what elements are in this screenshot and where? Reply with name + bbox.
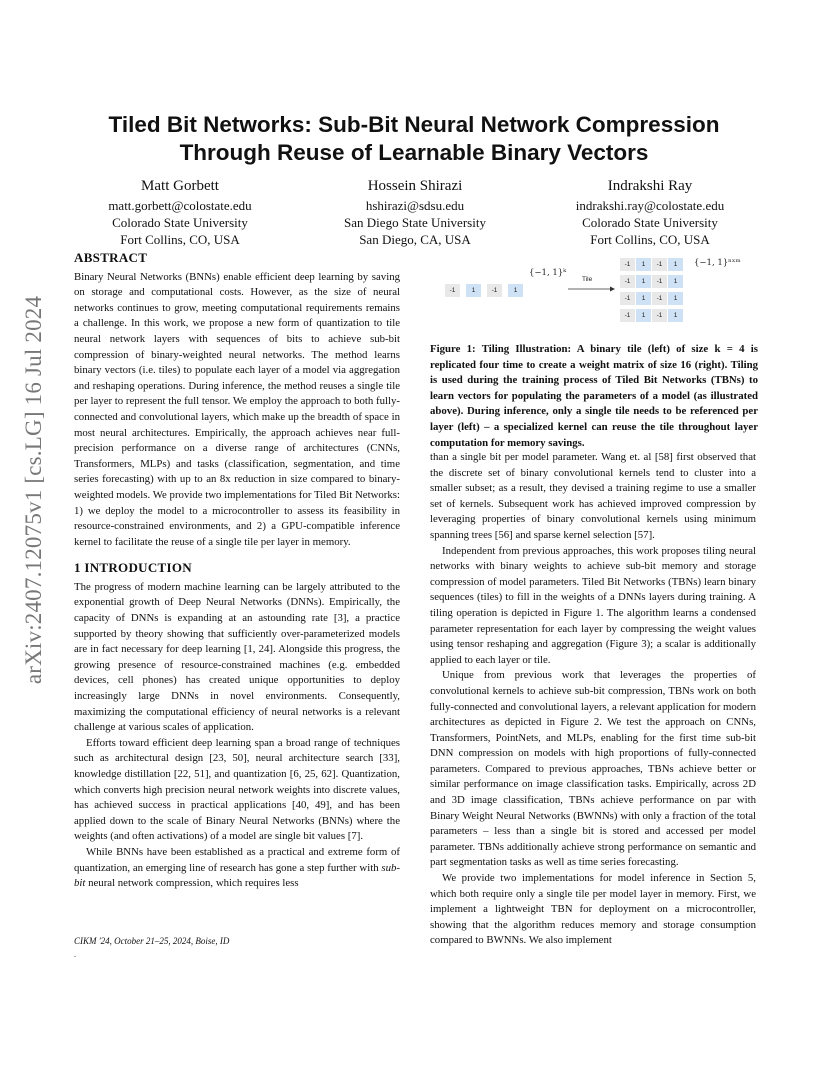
author-name: Matt Gorbett — [141, 178, 219, 194]
matrix-cell: 1 — [668, 309, 683, 322]
author-affiliation: San Diego State University — [344, 215, 486, 230]
author-email[interactable]: matt.gorbett@colostate.edu — [108, 198, 252, 213]
matrix-cell: -1 — [652, 292, 667, 305]
intro-p3-text-b: neural network compression, which requires less — [85, 877, 299, 890]
author-email[interactable]: indrakshi.ray@colostate.edu — [575, 198, 725, 213]
matrix-cell: -1 — [620, 309, 635, 322]
tile-cell: 1 — [508, 284, 523, 297]
author-location: Fort Collins, CO, USA — [590, 232, 710, 247]
abstract-text: Binary Neural Networks (BNNs) enable efficient deep learning by saving on storage and computational costs. However, as the size of neural networks continues to grow, meeting computational requirements remains a challenge. In this work, we propose a new form of quantization to tile neural network layers with sequences of bits to achieve sub-bit compression of binary-weighted neural networks. The method learns binary vectors (i.e. tiles) to populate each layer of a model via aggregation and reshaping operations. During inference, the method reuses a single tile per layer to represent the full tensor. We employ the approach to both fully-connected and convolutional layers, which make up the breadth of space in most neural architectures. Empirically, the approach achieves near full-precision performance on a diverse range of architectures (CNNs, Transformers, MLPs) and tasks (classification, segmentation, and time series forecasting) with up to an 8x reduction in size compared to binary-weighted models. We provide two implementations for Tiled Bit Networks: 1) we deploy the model to a microcontroller to assess its feasibility in resource-constrained environments, and 2) a GPU-compatible inference kernel to facilitate the reuse of a single tile per layer in memory. — [74, 270, 400, 548]
intro-p3-emphasis: sub-bit — [74, 861, 400, 890]
tile-arrow-label: Tile — [582, 276, 593, 283]
matrix-cell: -1 — [652, 309, 667, 322]
footer-dot: . — [74, 950, 76, 959]
author-block — [70, 176, 760, 248]
author-location: San Diego, CA, USA — [359, 232, 471, 247]
tile-arrow-icon — [566, 284, 616, 294]
arxiv-watermark — [14, 290, 54, 690]
author-3 — [540, 176, 760, 248]
matrix-cell: -1 — [620, 258, 635, 271]
left-column — [74, 250, 400, 892]
right-paragraph-1: than a single bit per model parameter. Wang et. al [58] first observed that the discrete set of binary convolutional kernels tend to cluster into a smaller subset; as a result, they devised a training regime to use a smaller set of kernels. Subsequent work has achieved improved compression by leveraging properties of binary convolutional kernels using minimum spanning trees [56] and sparse kernel selection [57]. — [430, 451, 756, 541]
tile-cell: 1 — [466, 284, 481, 297]
tile-set-label: {−1, 1}ᵏ — [529, 268, 567, 278]
author-name: Indrakshi Ray — [607, 178, 693, 194]
right-column — [430, 450, 756, 949]
right-paragraph-4: We provide two implementations for model inference in Section 5, which both require only a single tile per model layer in memory. First, we implement a lightweight TBN for deployment on a microcontroller, showing that the algorithm reduces memory and storage consumption compared to BWNNs. We also implement — [430, 872, 756, 947]
venue-footer: CIKM '24, October 21–25, 2024, Boise, ID — [74, 936, 230, 946]
matrix-set-label: {−1, 1}ⁿˣᵐ — [694, 258, 741, 268]
matrix-cell: -1 — [652, 258, 667, 271]
abstract-heading: ABSTRACT — [74, 250, 148, 265]
author-name: Hossein Shirazi — [367, 178, 463, 194]
author-email[interactable]: hshirazi@sdsu.edu — [365, 198, 465, 213]
tile-cell: -1 — [445, 284, 460, 297]
author-affiliation: Colorado State University — [112, 215, 248, 230]
right-paragraph-2: Independent from previous approaches, this work proposes tiling neural networks with binary weights to achieve sub-bit memory and storage compression of model parameters. Tiled Bit Networks (TBNs) learn binary sequences (tiles) to fill in the weights of a DNNs layers during training. A tiling operation is depicted in Figure 1. The algorithm learns a condensed parameter representation for each layer by compressing the weight values using tensor reshaping and aggregation (Figure 3); a scalar is additionally applied to each layer or tile. — [430, 544, 756, 666]
matrix-cell: -1 — [620, 275, 635, 288]
paper-title: Tiled Bit Networks: Sub-Bit Neural Network Compression Through Reuse of Learnable Binary Vectors — [108, 112, 720, 165]
matrix-cell: 1 — [668, 292, 683, 305]
matrix-cell: 1 — [636, 275, 651, 288]
intro-paragraph-1: The progress of modern machine learning can be largely attributed to the exponential growth of Deep Neural Networks (DNNs). Empirically, the capacity of DNNs is expanding at an astounding rate [3], a practice supported by theory showing that sufficiently over-parameterized models are in fact necessary for deep learning [1, 24]. Alongside this progress, the growing presence of resource-constrained machines (e.g. embedded devices, cell phones) has created unique opportunities to deploy increasingly large DNNs in novel environments. Consequently, maximizing the computational efficiency of neural networks is a relevant challenge at various scales of application. — [74, 580, 400, 734]
tile-cell: -1 — [487, 284, 502, 297]
intro-paragraph-2: Efforts toward efficient deep learning span a broad range of techniques such as architectural design [23, 50], neural architecture search [33], knowledge distillation [22, 51], and quantization [6, 25, 62]. Quantization, which converts high precision neural network weights into discrete values, has achieved success in practical applications [40, 49], and has been applied down to the scale of Binary Neural Networks (BNNs) where the weights (and often activations) of a model are single bit values [7]. — [74, 736, 400, 843]
matrix-cell: -1 — [620, 292, 635, 305]
figure-1-caption: Figure 1: Tiling Illustration: A binary tile (left) of size k = 4 is replicated four time to create a weight matrix of size 16 (right). Tiling is used during the training process of Tiled Bit Networks (TBNs) to learn vectors for populating the parameters of a model (as illustrated above). During inference, only a single tile needs to be referenced per layer (left) – a specialized kernel can reuse the tile throughout layer computation for memory savings. — [430, 343, 758, 449]
author-1 — [70, 176, 290, 248]
author-affiliation: Colorado State University — [582, 215, 718, 230]
author-location: Fort Collins, CO, USA — [120, 232, 240, 247]
matrix-cell: 1 — [668, 275, 683, 288]
figure-1-tiling — [430, 252, 758, 342]
matrix-cell: 1 — [636, 309, 651, 322]
intro-p3-text-a: While BNNs have been established as a practical and extreme form of quantization, an emerging line of research has gone a step further with — [74, 845, 400, 874]
right-paragraph-3: Unique from previous work that leverages the properties of convolutional kernels to achieve sub-bit compression, TBNs work on both fully-connected and convolutional layers, a relevant application for modern architectures as depicted in Figure 2. We test the approach on CNNs, Transformers, PointNets, and MLPs, enabling for the first time sub-bit DNN compression on models with high proportions of fully-connected parameters. Compared to previous approaches, TBNs achieve better or similar performance on image classification tasks. Empirically, across 2D and 3D image classification, TBNs achieve performance on par with Binary Weight Neural Networks (BWNNs) with only a fraction of the total parameters – less than a single bit is stored and accessed per model parameter. TBNs additionally achieve strong performance on semantic and part segmentation tasks as well as time series forecasting. — [430, 669, 756, 869]
matrix-cell: 1 — [636, 292, 651, 305]
matrix-cell: 1 — [668, 258, 683, 271]
intro-heading: 1 INTRODUCTION — [74, 560, 192, 576]
author-2 — [305, 176, 525, 248]
arxiv-id: arXiv:2407.12075v1 [cs.LG] 16 Jul 2024 — [21, 295, 46, 685]
matrix-cell: -1 — [652, 275, 667, 288]
intro-paragraph-3 — [74, 845, 400, 892]
matrix-cell: 1 — [636, 258, 651, 271]
